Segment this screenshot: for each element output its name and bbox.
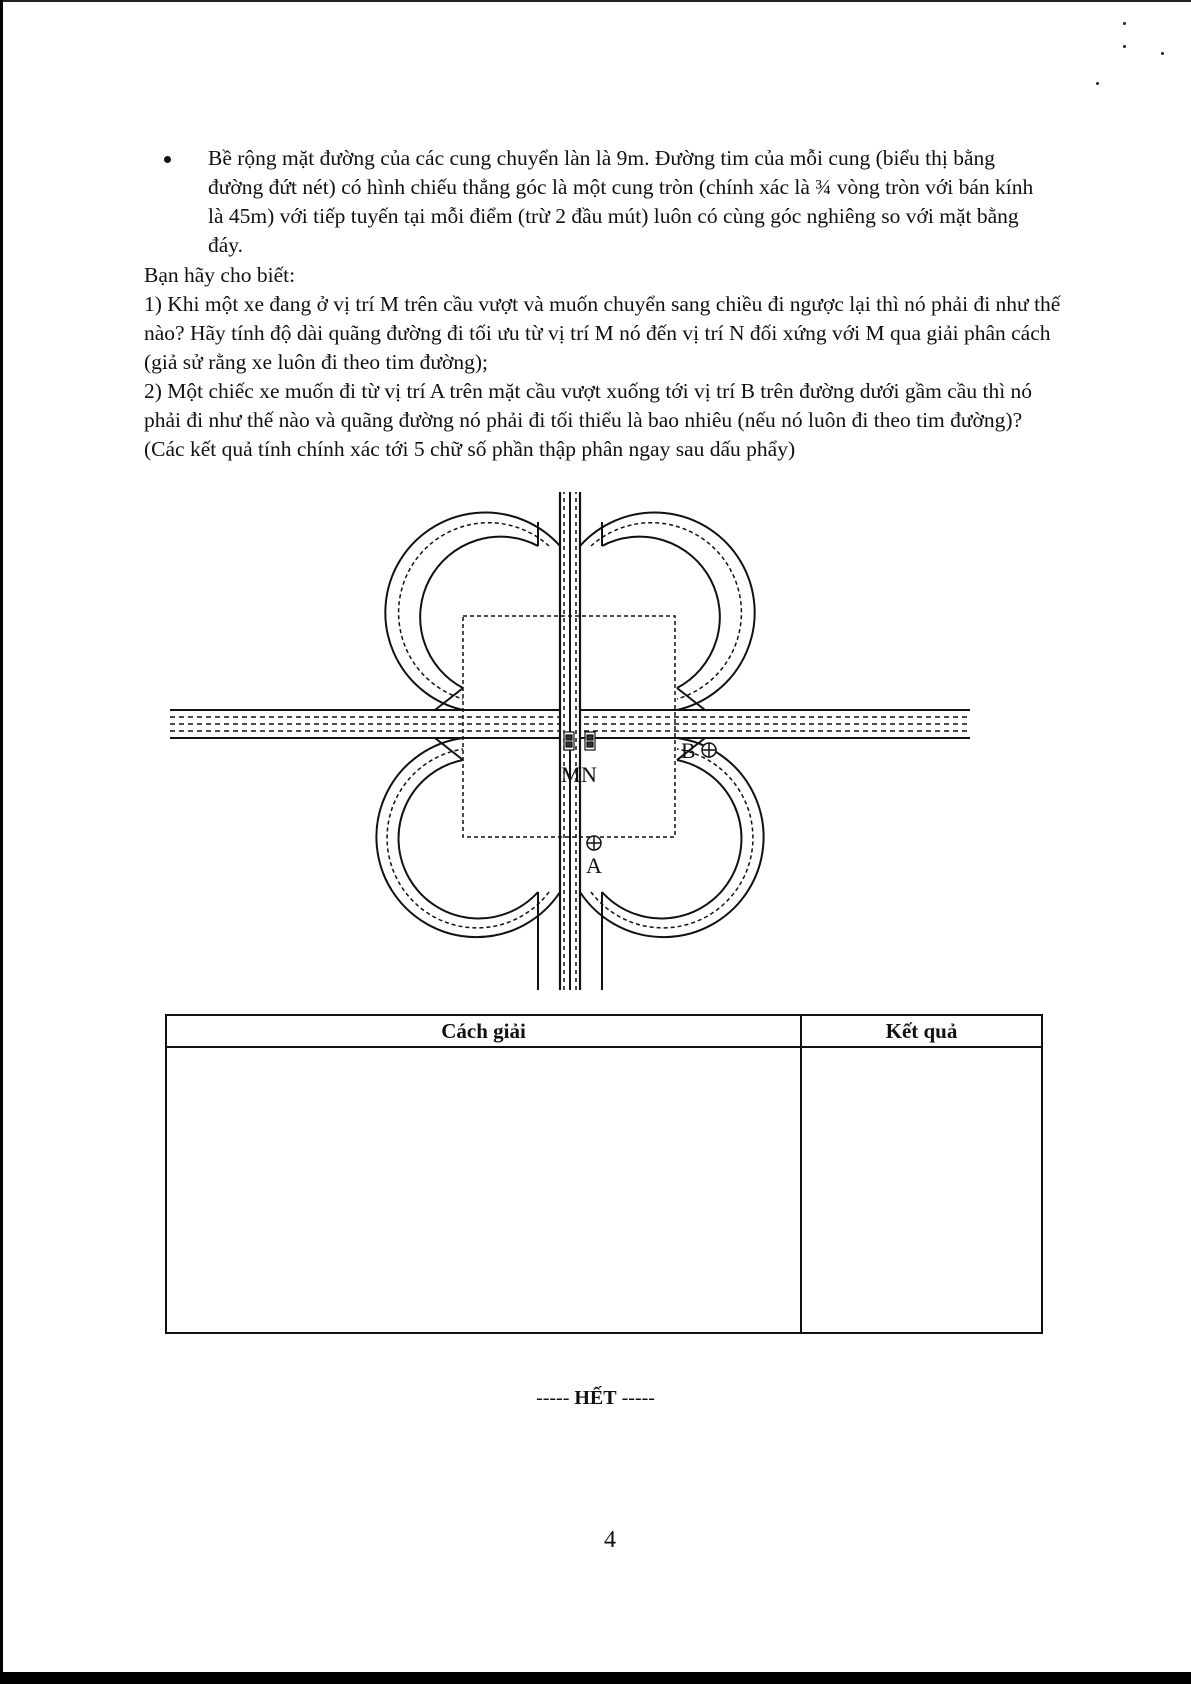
scan-speck bbox=[1123, 45, 1126, 48]
method-header: Cách giải bbox=[166, 1015, 801, 1047]
bullet-dot bbox=[164, 156, 171, 163]
label-b: B bbox=[681, 738, 696, 763]
point-a-marker bbox=[587, 836, 601, 850]
label-n: N bbox=[581, 762, 597, 787]
result-cell[interactable] bbox=[801, 1047, 1042, 1333]
method-cell[interactable] bbox=[166, 1047, 801, 1333]
question-2: 2) Một chiếc xe muốn đi từ vị trí A trên mặt cầu vượt xuống tới vị trí B trên đường dưới gầm cầu thì nó phải đi như thế nào và quãng đường nó phải đi tối thiểu là bao nhiêu (nếu nó luôn đi theo tim đường)? bbox=[144, 379, 1033, 432]
scan-speck bbox=[1096, 82, 1099, 85]
end-dashes-right: ----- bbox=[621, 1387, 655, 1409]
end-word: HẾT bbox=[574, 1387, 617, 1409]
scan-border-top bbox=[0, 0, 1191, 2]
answer-table bbox=[165, 1014, 1043, 1334]
interchange-diagram bbox=[165, 492, 975, 992]
precision-note: (Các kết quả tính chính xác tới 5 chữ số phần thập phân ngay sau dấu phẩy) bbox=[144, 437, 796, 461]
car-n bbox=[585, 732, 595, 750]
bullet-paragraph bbox=[176, 144, 1046, 260]
scan-border-bottom bbox=[0, 1672, 1191, 1684]
scan-speck bbox=[1161, 52, 1164, 55]
page-number: 4 bbox=[604, 1527, 616, 1553]
end-dashes-left: ----- bbox=[536, 1387, 570, 1409]
intro-text: Bạn hãy cho biết: bbox=[144, 263, 296, 287]
scan-speck bbox=[1123, 22, 1126, 25]
bullet-text: Bề rộng mặt đường của các cung chuyển làn là 9m. Đường tim của mỗi cung (biểu thị bằng đường đứt nét) có hình chiếu thẳng góc là một cung tròn (chính xác là ¾ vòng tròn với bán kính là 45m) với tiếp tuyến tại mỗi điểm (trừ 2 đầu mút) luôn có cùng góc nghiêng so với mặt bằng đáy. bbox=[208, 146, 1034, 257]
question-1: 1) Khi một xe đang ở vị trí M trên cầu vượt và muốn chuyển sang chiều đi ngược lại thì nó phải đi như thế nào? Hãy tính độ dài quãng đường đi tối ưu từ vị trí M nó đến vị trí N đối xứng với M qua giải phân cách (giả sử rằng xe luôn đi theo tim đường); bbox=[144, 292, 1061, 374]
scan-border-left bbox=[0, 0, 3, 1684]
label-m: M bbox=[561, 762, 581, 787]
point-b-marker bbox=[702, 743, 716, 757]
end-mark bbox=[0, 1387, 1191, 1410]
label-a: A bbox=[586, 853, 602, 878]
result-header: Kết quả bbox=[801, 1015, 1042, 1047]
car-m bbox=[564, 732, 574, 750]
questions-block bbox=[144, 261, 1069, 464]
